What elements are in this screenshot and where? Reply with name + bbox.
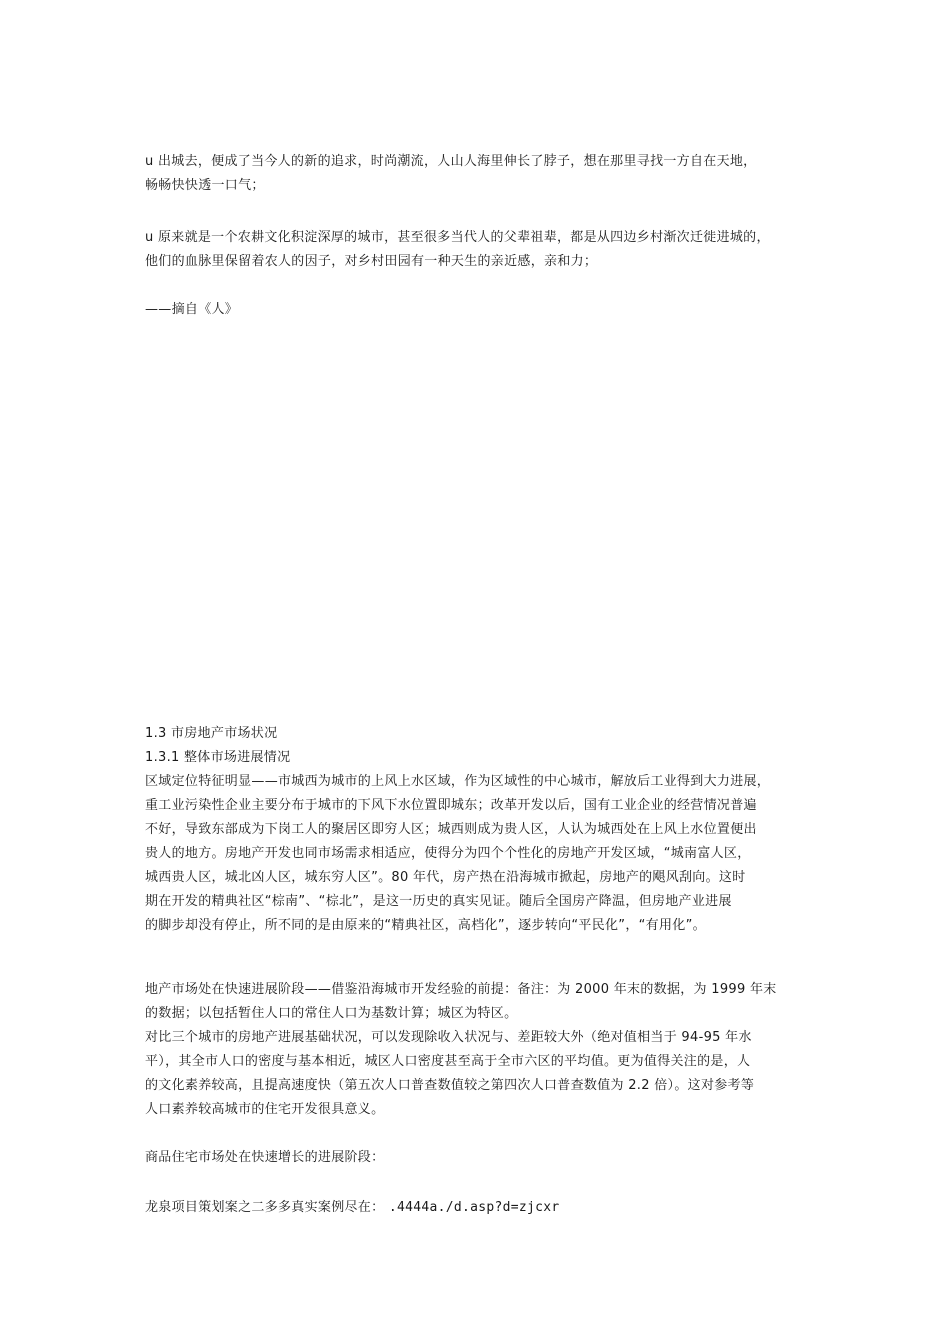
section-paragraph-2: [145, 978, 810, 1122]
quote-source: [145, 298, 810, 322]
section-paragraph-1-line: 期在开发的精典社区“棕南”、“棕北”，是这一历史的真实见证。随后全国房产降温，但房地产业进展: [145, 894, 732, 909]
section-paragraph-2-line: 的数据；以包括暂住人口的常住人口为基数计算；城区为特区。: [145, 1006, 518, 1021]
section-paragraph-1-line: 区域定位特征明显——市城西为城市的上风上水区域，作为区域性的中心城市，解放后工业得到大力进展，: [145, 774, 771, 789]
section-paragraph-3: [145, 1146, 810, 1170]
quote-source-text: ——摘自《人》: [145, 302, 239, 317]
section-paragraph-2-line: 地产市场处在快速进展阶段——借鉴沿海城市开发经验的前提：备注：为 2000 年末的数据，为 1999 年末: [145, 982, 777, 997]
intro-paragraph-1: [145, 150, 810, 198]
section-paragraph-1: [145, 770, 810, 938]
footer-label: 龙泉项目策划案之二多多真实案例尽在：: [145, 1200, 385, 1215]
intro-paragraph-2-line-2: 他们的血脉里保留着农人的因子，对乡村田园有一种天生的亲近感，亲和力；: [145, 254, 598, 269]
section-paragraph-3-text: 商品住宅市场处在快速增长的进展阶段：: [145, 1150, 385, 1165]
intro-paragraph-2: [145, 226, 810, 274]
section-paragraph-2-line: 人口素养较高城市的住宅开发很具意义。: [145, 1102, 385, 1117]
intro-paragraph-1-line-2: 畅畅快快透一口气；: [145, 178, 265, 193]
section-paragraph-1-line: 的脚步却没有停止，所不同的是由原来的“精典社区，高档化”，逐步转向“平民化”，“有用化”。: [145, 918, 706, 933]
section-paragraph-2-line: 对比三个城市的房地产进展基础状况，可以发现除收入状况与、差距较大外（绝对值相当于 94-95 年水: [145, 1030, 752, 1045]
footer-link[interactable]: .4444a./d.asp?d=zjcxr: [388, 1200, 560, 1215]
section-paragraph-1-line: 贵人的地方。房地产开发也同市场需求相适应，使得分为四个个性化的房地产开发区域，“城南富人区，: [145, 846, 751, 861]
intro-paragraph-1-line-1: u 出城去，便成了当今人的新的追求，时尚潮流，人山人海里伸长了脖子，想在那里寻找一方自在天地，: [145, 154, 757, 169]
intro-paragraph-2-line-1: u 原来就是一个农耕文化积淀深厚的城市，甚至很多当代人的父辈祖辈，都是从四边乡村渐次迁徙进城的，: [145, 230, 770, 245]
section-paragraph-2-line: 的文化素养较高，且提高速度快（第五次人口普查数值较之第四次人口普查数值为 2.2 倍）。这对参考等: [145, 1078, 755, 1093]
footer-line: [145, 1196, 810, 1220]
section-heading: 1.3 市房地产市场状况: [145, 726, 278, 741]
section-heading-block: [145, 722, 810, 770]
section-paragraph-1-line: 不好，导致东部成为下岗工人的聚居区即穷人区；城西则成为贵人区，人认为城西处在上风上水位置便出: [145, 822, 757, 837]
section-paragraph-1-line: 城西贵人区，城北凶人区，城东穷人区”。80 年代，房产热在沿海城市掀起，房地产的飓风刮向。这时: [145, 870, 746, 885]
section-subheading: 1.3.1 整体市场进展情况: [145, 750, 291, 765]
section-paragraph-1-line: 重工业污染性企业主要分布于城市的下风下水位置即城东；改革开发以后，国有工业企业的经营情况普遍: [145, 798, 757, 813]
section-paragraph-2-line: 平），其全市人口的密度与基本相近，城区人口密度甚至高于全市六区的平均值。更为值得关注的是，人: [145, 1054, 751, 1069]
